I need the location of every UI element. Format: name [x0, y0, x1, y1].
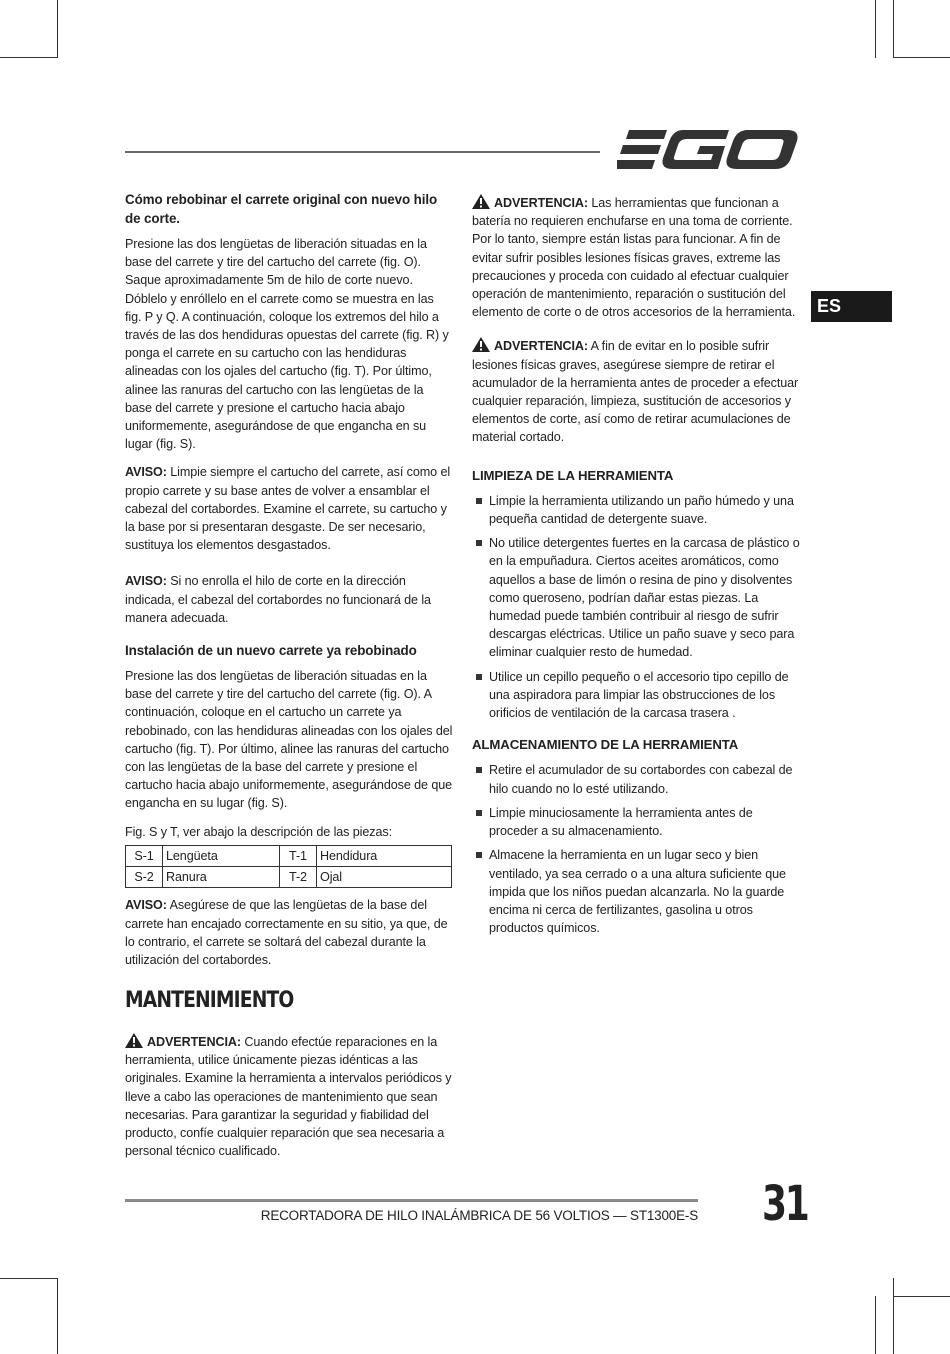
crop-mark [893, 57, 950, 58]
warning-text: Las herramientas que funcionan a batería no requieren enchufarse en una toma de corriente. Por lo tanto, siempre están listas para funcionar. A fin de evitar sufrir posibles lesiones físicas graves, extreme las precauciones y proceda con cuidado al efectuar cualquier operación de mantenimiento, reparación o sustitución del elemento de corte o de otros accesorios de la herramienta. [472, 196, 796, 320]
table-row [126, 867, 452, 888]
notice-text: Asegúrese de que las lengüetas de la base del carrete han encajado correctamente en su sitio, ya que, de lo contrario, el carrete se soltará del cabezal durante la utilización del cortabordes. [125, 898, 448, 967]
list-item: No utilice detergentes fuertes en la carcasa de plástico o en la empuñadura. Ciertos aceites aromáticos, como aquellos a base de limón o resina de pino y disolventes como queroseno, podrían dañar estas piezas. La humedad puede también contribuir al riesgo de sufrir descargas eléctricas. Utilice un paño suave y seco para eliminar cualquier resto de humedad. [472, 534, 802, 661]
notice-direction [125, 572, 453, 627]
crop-mark [57, 0, 58, 58]
warning-label: ADVERTENCIA: [494, 196, 588, 210]
part-name: Lengüeta [163, 845, 280, 866]
list-item: Almacene la herramienta en un lugar seco y bien ventilado, ya sea cerrado o a una altura suficiente que impida que los niños puedan alcanzarla. No la guarde encima ni cerca de fertilizantes, gasolina u otros productos químicos. [472, 846, 802, 937]
figure-reference: Fig. S y T, ver abajo la descripción de las piezas: [125, 824, 392, 839]
notice-label: AVISO: [125, 898, 167, 913]
parts-table [125, 845, 452, 888]
warning-icon [125, 1033, 143, 1048]
left-column [125, 190, 453, 979]
notice-text: Limpie siempre el cartucho del carrete, así como el propio carrete y su base antes de volver a ensamblar el cabezal del cortabordes. Examine el carrete, su cartucho y la base por si presentaran desgaste. De ser necesario, sustituya los elementos desgastados. [125, 465, 451, 553]
notice-clean-spool [125, 463, 453, 554]
crop-mark [0, 57, 58, 58]
part-name: Hendidura [317, 845, 452, 866]
crop-mark [875, 0, 876, 58]
warning-icon [472, 337, 490, 352]
part-code: T-1 [280, 845, 317, 866]
list-item: Utilice un cepillo pequeño o el accesorio tipo cepillo de una aspiradora para limpiar las obstrucciones de los orificios de ventilación de la carcasa trasera . [472, 668, 802, 723]
part-name: Ojal [317, 867, 452, 888]
maintenance-heading: MANTENIMIENTO [125, 988, 294, 1013]
footer-rule [125, 1199, 698, 1202]
language-tab: ES [811, 291, 892, 322]
crop-mark [893, 1296, 950, 1297]
warning-battery [472, 194, 802, 321]
part-name: Ranura [163, 867, 280, 888]
storage-list [472, 761, 802, 937]
rewind-instructions: Presione las dos lengüetas de liberación situadas en la base del carrete y tire del cartucho del carrete (fig. O). Saque aproximadamente 5m de hilo de corte nuevo. Dóblelo y enróllelo en el carrete como se muestra en las fig. P y Q. A continuación, coloque los extremos del hilo a través de las dos hendiduras opuestas del carrete (fig. R) y ponga el carrete en su cartucho con las hendiduras alineadas con los ojales del cartucho (fig. T). Por último, alinee las ranuras del cartucho con las lengüetas de la base del carrete y presione el cartucho hacia abajo uniformemente, asegurándose de que engancha en su lugar (fig. S). [125, 237, 449, 452]
cleaning-heading: LIMPIEZA DE LA HERRAMIENTA [472, 467, 674, 483]
install-instructions: Presione las dos lengüetas de liberación situadas en la base del carrete y tire del cartucho del carrete (fig. O). A continuación, coloque en el cartucho un carrete ya rebobinado, con las hendiduras alineadas con los ojales del cartucho (fig. T). Por último, alinee las ranuras del cartucho con las lengüetas de la base del carrete y presione el cartucho hacia abajo uniformemente, asegurándose de que engancha en su lugar (fig. S). [125, 669, 453, 811]
footer-title: RECORTADORA DE HILO INALÁMBRICA DE 56 VOLTIOS — ST1300E-S [260, 1208, 698, 1223]
crop-mark [893, 1278, 894, 1354]
list-item: Limpie la herramienta utilizando un paño húmedo y una pequeña cantidad de detergente suave. [472, 492, 802, 528]
part-code: S-2 [126, 867, 163, 888]
warning-maintenance [125, 1033, 453, 1160]
list-item: Limpie minuciosamente la herramienta antes de proceder a su almacenamiento. [472, 804, 802, 840]
notice-tabs-engaged [125, 896, 453, 969]
section-title-install: Instalación de un nuevo carrete ya rebobinado [125, 643, 417, 659]
part-code: S-1 [126, 845, 163, 866]
warning-label: ADVERTENCIA: [147, 1035, 241, 1049]
warning-text: Cuando efectúe reparaciones en la herramienta, utilice únicamente piezas idénticas a las originales. Examine la herramienta a intervalos periódicos y lleve a cabo las operaciones de mantenimiento que sean necesarias. Para garantizar la seguridad y fiabilidad del producto, confíe cualquier reparación que sea necesaria a personal técnico cualificado. [125, 1035, 452, 1159]
warning-label: ADVERTENCIA: [494, 339, 588, 354]
notice-text: Si no enrolla el hilo de corte en la dirección indicada, el cabezal del cortabordes no funcionará de la manera adecuada. [125, 574, 431, 625]
crop-mark [875, 1296, 876, 1354]
part-code: T-2 [280, 867, 317, 888]
ego-logo [617, 130, 799, 175]
section-title-rewind: Cómo rebobinar el carrete original con nuevo hilo de corte. [125, 192, 438, 226]
crop-mark [57, 1278, 58, 1354]
cleaning-list [472, 492, 802, 722]
crop-mark [893, 0, 894, 58]
warning-icon [472, 194, 490, 209]
list-item: Retire el acumulador de su cortabordes con cabezal de hilo cuando no lo esté utilizando. [472, 761, 802, 797]
maintenance-block [125, 1033, 453, 1170]
storage-heading: ALMACENAMIENTO DE LA HERRAMIENTA [472, 737, 739, 753]
notice-label: AVISO: [125, 465, 167, 480]
crop-mark [0, 1278, 58, 1279]
warning-text: A fin de evitar en lo posible sufrir lesiones físicas graves, asegúrese siempre de retirar el acumulador de la herramienta antes de proceder a efectuar cualquier reparación, limpieza, sustitución de accesorios y elementos de corte, así como de retirar acumulaciones de material cortado. [472, 339, 799, 445]
notice-label: AVISO: [125, 574, 167, 589]
right-column [472, 194, 802, 945]
page-number: 31 [762, 1176, 808, 1232]
header-rule [125, 151, 600, 153]
table-row [126, 845, 452, 866]
warning-remove-battery [472, 337, 802, 446]
